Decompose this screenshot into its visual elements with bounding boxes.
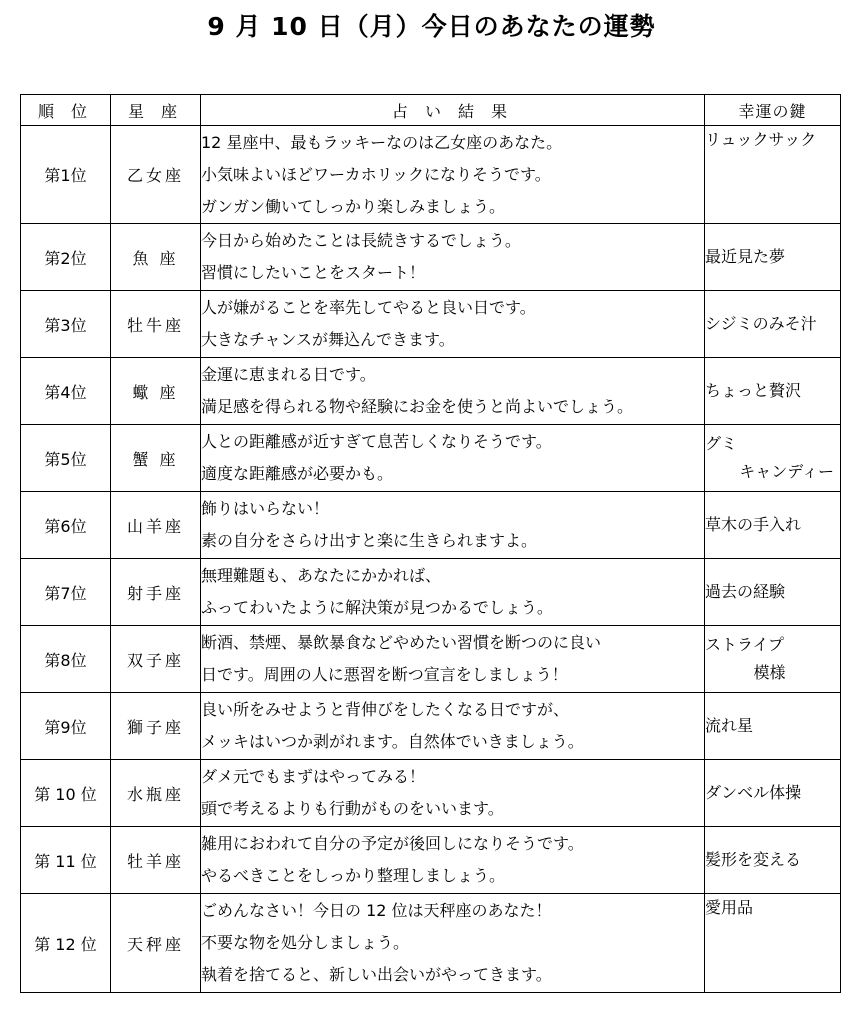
table-row — [21, 760, 841, 827]
sign-cell: 天秤座 — [111, 894, 201, 993]
sign-cell: 蠍 座 — [111, 358, 201, 425]
lucky-item: キャンディー — [739, 462, 834, 481]
result-line: 頭で考えるよりも行動がものをいいます。 — [201, 799, 504, 818]
result-line: 雑用におわれて自分の予定が後回しになりそうです。 — [201, 834, 584, 853]
lucky-cell — [705, 224, 841, 291]
result-line: 執着を捨てると、新しい出会いがやってきます。 — [201, 965, 552, 984]
result-line: メッキはいつか剥がれます。自然体でいきましょう。 — [201, 732, 584, 751]
lucky-item: 過去の経験 — [705, 582, 786, 601]
lucky-item: リュックサック — [705, 130, 817, 149]
table-row — [21, 693, 841, 760]
result-line: 無理難題も、あなたにかかれば、 — [201, 566, 442, 585]
page-title: 9 月 10 日（月）今日のあなたの運勢 — [207, 12, 656, 41]
result-cell — [201, 894, 705, 993]
sign-cell: 獅子座 — [111, 693, 201, 760]
lucky-cell — [705, 559, 841, 626]
table-row — [21, 224, 841, 291]
lucky-cell — [705, 693, 841, 760]
result-line: 満足感を得られる物や経験にお金を使うと尚よいでしょう。 — [201, 397, 634, 416]
rank-cell: 第9位 — [21, 693, 111, 760]
sign-cell: 乙女座 — [111, 126, 201, 224]
result-cell — [201, 626, 705, 693]
lucky-item: シジミのみそ汁 — [705, 314, 817, 333]
lucky-cell — [705, 894, 841, 993]
sign-cell: 水瓶座 — [111, 760, 201, 827]
lucky-item: 髪形を変える — [705, 850, 802, 869]
result-line: 人が嫌がることを率先してやると良い日です。 — [201, 298, 536, 317]
result-cell — [201, 559, 705, 626]
lucky-item: ストライプ — [705, 635, 785, 654]
rank-cell: 第4位 — [21, 358, 111, 425]
table-row — [21, 626, 841, 693]
table-row — [21, 425, 841, 492]
result-line: 日です。周囲の人に悪習を断つ宣言をしましょう！ — [201, 665, 568, 684]
lucky-item: 模様 — [753, 663, 786, 682]
sign-cell: 牡牛座 — [111, 291, 201, 358]
result-line: やるべきことをしっかり整理しましょう。 — [201, 866, 506, 885]
result-line: ごめんなさい！今日の 12 位は天秤座のあなた！ — [201, 901, 552, 920]
lucky-item: ちょっと贅沢 — [705, 381, 802, 400]
header-sign: 星 座 — [111, 95, 201, 126]
sign-cell: 射手座 — [111, 559, 201, 626]
result-line: 飾りはいらない！ — [201, 499, 330, 518]
result-line: 大きなチャンスが舞込んできます。 — [201, 330, 455, 349]
rank-cell: 第8位 — [21, 626, 111, 693]
lucky-cell — [705, 358, 841, 425]
result-line: ダメ元でもまずはやってみる！ — [201, 767, 426, 786]
lucky-cell — [705, 492, 841, 559]
rank-cell: 第 10 位 — [21, 760, 111, 827]
result-line: 習慣にしたいことをスタート！ — [201, 263, 426, 282]
table-row — [21, 492, 841, 559]
lucky-item: 草木の手入れ — [705, 515, 802, 534]
sign-cell: 山羊座 — [111, 492, 201, 559]
result-cell — [201, 291, 705, 358]
fortune-table — [20, 94, 841, 993]
lucky-item: 最近見た夢 — [705, 247, 786, 266]
rank-cell: 第3位 — [21, 291, 111, 358]
header-rank: 順 位 — [21, 95, 111, 126]
result-line: 断酒、禁煙、暴飲暴食などやめたい習慣を断つのに良い — [201, 633, 602, 652]
result-cell — [201, 224, 705, 291]
result-cell — [201, 492, 705, 559]
lucky-item: ダンベル体操 — [705, 783, 802, 802]
sign-cell: 双子座 — [111, 626, 201, 693]
table-row — [21, 827, 841, 894]
result-line: 不要な物を処分しましょう。 — [201, 933, 410, 952]
result-line: 小気味よいほどワーカホリックになりそうです。 — [201, 164, 551, 184]
table-row — [21, 358, 841, 425]
result-line: 金運に恵まれる日です。 — [201, 365, 376, 384]
result-cell — [201, 693, 705, 760]
result-line: 人との距離感が近すぎて息苦しくなりそうです。 — [201, 432, 552, 451]
result-cell — [201, 126, 705, 224]
lucky-cell — [705, 126, 841, 224]
rank-cell: 第6位 — [21, 492, 111, 559]
rank-cell: 第1位 — [21, 126, 111, 224]
result-line: 良い所をみせようと背伸びをしたくなる日ですが、 — [201, 700, 570, 719]
table-row — [21, 894, 841, 993]
sign-cell: 魚 座 — [111, 224, 201, 291]
sign-cell: 蟹 座 — [111, 425, 201, 492]
result-line: 適度な距離感が必要かも。 — [201, 464, 394, 483]
result-line: ふってわいたように解決策が見つかるでしょう。 — [201, 598, 553, 617]
lucky-cell — [705, 760, 841, 827]
result-cell — [201, 358, 705, 425]
table-row — [21, 126, 841, 224]
result-line: 今日から始めたことは長続きするでしょう。 — [201, 231, 521, 250]
result-line: ガンガン働いてしっかり楽しみましょう。 — [201, 196, 506, 216]
result-cell — [201, 827, 705, 894]
sign-cell: 牡羊座 — [111, 827, 201, 894]
rank-cell: 第2位 — [21, 224, 111, 291]
rank-cell: 第5位 — [21, 425, 111, 492]
result-cell — [201, 760, 705, 827]
result-cell — [201, 425, 705, 492]
header-result: 占 い 結 果 — [201, 95, 705, 126]
lucky-cell — [705, 425, 841, 492]
lucky-item: 愛用品 — [705, 898, 754, 917]
rank-cell: 第 11 位 — [21, 827, 111, 894]
table-row — [21, 291, 841, 358]
result-line: 素の自分をさらけ出すと楽に生きられますよ。 — [201, 531, 538, 550]
rank-cell: 第7位 — [21, 559, 111, 626]
rank-cell: 第 12 位 — [21, 894, 111, 993]
lucky-cell — [705, 626, 841, 693]
header-lucky: 幸運の鍵 — [705, 95, 841, 126]
table-header-row — [21, 95, 841, 126]
lucky-item: 流れ星 — [705, 716, 754, 735]
lucky-item: グミ — [705, 434, 738, 453]
result-line: 12 星座中、最もラッキーなのは乙女座のあなた。 — [201, 132, 563, 152]
lucky-cell — [705, 291, 841, 358]
lucky-cell — [705, 827, 841, 894]
table-row — [21, 559, 841, 626]
